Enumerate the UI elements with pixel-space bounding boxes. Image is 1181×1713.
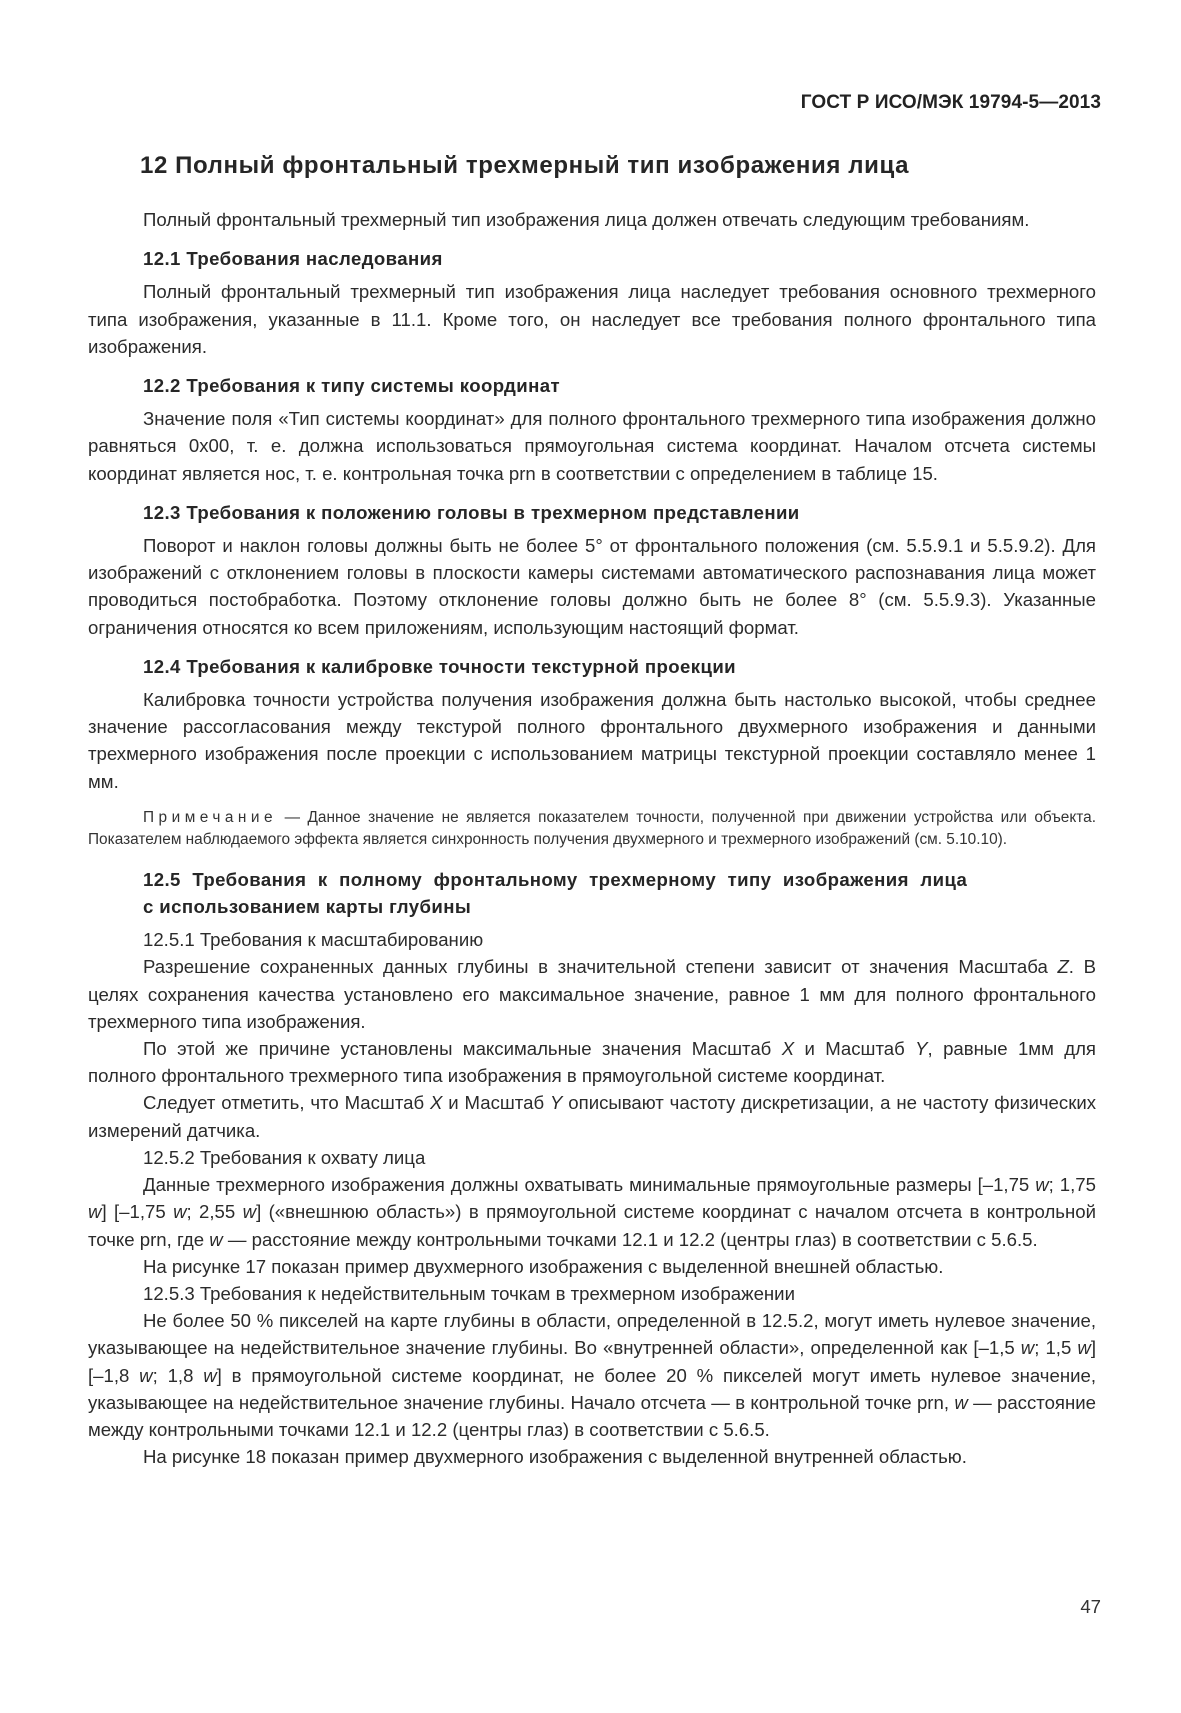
text-run: ; 1,5: [1034, 1337, 1078, 1359]
subsection-12-5-title: [143, 866, 1026, 920]
italic-var: w: [209, 1228, 223, 1250]
subsection-12-2-text: Значение поля «Тип системы координат» для полного фронтального трехмерного типа изображения должно равняться 0x00, т. е. должна использоваться прямоугольная система координат. Началом отсчета системы координат является нос, т. е. контрольная точка prn в соответствии с определением в таблице 15.: [88, 408, 1096, 484]
clause-12-5-1-paragraph-1: [88, 953, 1096, 1035]
text-run: и Масштаб: [794, 1038, 916, 1060]
page-number: 47: [1080, 1596, 1101, 1617]
subsection-12-3-text: Поворот и наклон головы должны быть не более 5° от фронтального положения (см. 5.5.9.1 и 5.5.9.2). Для изображений с отклонением головы в плоскости камеры системами автоматического распознавания лица может проводиться постобработка. Поэтому отклонение головы должно быть не более 8° (см. 5.5.9.3). Указанные ограничения относятся ко всем приложениям, использующим настоящий формат.: [88, 535, 1096, 638]
italic-var: w: [954, 1391, 968, 1413]
text-run: Следует отметить, что Масштаб: [143, 1092, 431, 1114]
document-header: ГОСТ Р ИСО/МЭК 19794-5—2013: [800, 92, 1101, 113]
text-run: ] («внешнюю область») в прямоугольной системе координат с началом отсчета в контрольной точке prn, где: [88, 1201, 1096, 1250]
italic-var: w: [139, 1364, 153, 1386]
subsection-12-4-text: Калибровка точности устройства получения изображения должна быть настолько высокой, чтобы среднее значение рассогласования между текстурой полного фронтального двухмерного изображения и данными трехмерного изображения после проекции с использованием матрицы текстурной проекции составляло менее 1 мм.: [88, 689, 1096, 792]
text-run: ] в прямоугольной системе координат, не более 20 % пикселей могут иметь нулевое значение, указывающее на недействительное значение глубины. Начало отсчета — в контрольной точке prn,: [88, 1364, 1096, 1413]
text-run: — расстояние между контрольными точками 12.1 и 12.2 (центры глаз) в соответствии с 5.6.5.: [88, 1391, 1096, 1440]
italic-var: w: [1020, 1337, 1035, 1359]
page-content: [88, 150, 1096, 1470]
italic-var: w: [173, 1201, 187, 1223]
italic-var: w: [242, 1201, 257, 1223]
clause-12-5-2-paragraph-1: [88, 1171, 1096, 1253]
intro-paragraph: Полный фронтальный трехмерный тип изображения лица должен отвечать следующим требованиям.: [143, 209, 1030, 230]
subsection-12-4-title: 12.4 Требования к калибровке точности текстурной проекции: [143, 655, 736, 677]
text-run: ; 1,75: [1048, 1174, 1096, 1196]
note-text: — Данное значение не является показателем точности, полученной при движении устройства или объекта. Показателем наблюдаемого эффекта является синхронность получения двухмерного и трехмерного изображений (см. 5.10.10).: [88, 808, 1096, 849]
clause-12-5-1-title: 12.5.1 Требования к масштабированию: [143, 929, 484, 951]
text-run: , равные 1мм для полного фронтального трехмерного типа изображения в прямоугольной системе координат.: [88, 1038, 1097, 1087]
italic-var: Z: [1057, 956, 1069, 978]
clause-12-5-1-paragraph-2: [88, 1035, 1096, 1089]
italic-var: w: [203, 1364, 217, 1386]
note-label: Примечание: [143, 808, 278, 826]
italic-var: X: [430, 1092, 443, 1114]
subsection-12-3-title: 12.3 Требования к положению головы в трехмерном представлении: [143, 501, 800, 523]
subsection-12-5-title-line1: 12.5 Требования к полному фронтальному трехмерному типу изображения лица: [143, 868, 968, 890]
subsection-12-1-title: 12.1 Требования наследования: [143, 248, 443, 270]
subsection-12-5-title-line2: с использованием карты глубины: [143, 896, 472, 918]
section-title: 12 Полный фронтальный трехмерный тип изображения лица: [140, 152, 910, 179]
clause-12-5-3-title: 12.5.3 Требования к недействительным точкам в трехмерном изображении: [143, 1282, 795, 1304]
text-run: Разрешение сохраненных данных глубины в значительной степени зависит от значения Масштаба: [143, 956, 1058, 978]
text-run: ] [–1,75: [101, 1201, 174, 1223]
text-run: ; 1,8: [152, 1364, 204, 1386]
text-run: описывают частоту дискретизации, а не частоту физических измерений датчика.: [88, 1092, 1097, 1141]
clause-12-5-2-paragraph-2: На рисунке 17 показан пример двухмерного изображения с выделенной внешней областью.: [143, 1255, 944, 1277]
italic-var: w: [88, 1201, 102, 1223]
clause-12-5-3-paragraph-2: На рисунке 18 показан пример двухмерного изображения с выделенной внутренней областью.: [143, 1446, 967, 1468]
clause-12-5-3-paragraph-1: [88, 1307, 1096, 1443]
note-paragraph: [88, 807, 1096, 852]
italic-var: Y: [915, 1038, 928, 1060]
clause-12-5-2-title: 12.5.2 Требования к охвату лица: [143, 1146, 426, 1168]
text-run: ; 2,55: [186, 1201, 243, 1223]
clause-12-5-1-paragraph-3: [88, 1089, 1096, 1143]
text-run: Данные трехмерного изображения должны охватывать минимальные прямоугольные размеры [–1,75: [143, 1174, 1036, 1196]
text-run: По этой же причине установлены максимальные значения Масштаб: [143, 1038, 782, 1060]
text-run: и Масштаб: [442, 1092, 550, 1114]
text-run: . В целях сохранения качества установлено его максимальное значение, равное 1 мм для полного фронтального трехмерного типа изображения.: [88, 956, 1096, 1032]
text-run: ] [–1,8: [88, 1337, 1096, 1386]
subsection-12-1-text: Полный фронтальный трехмерный тип изображения лица наследует требования основного трехмерного типа изображения, указанные в 11.1. Кроме того, он наследует все требования полного фронтального типа изображения.: [88, 281, 1096, 357]
italic-var: X: [781, 1038, 795, 1060]
italic-var: w: [1077, 1337, 1091, 1359]
text-run: — расстояние между контрольными точками 12.1 и 12.2 (центры глаз) в соответствии с 5.6.5.: [222, 1228, 1038, 1250]
italic-var: w: [1035, 1174, 1049, 1196]
text-run: Не более 50 % пикселей на карте глубины в области, определенной в 12.5.2, могут иметь нулевое значение, указывающее на недействительное значение глубины. Во «внутренней области», определенной как [–1,5: [88, 1310, 1096, 1359]
subsection-12-2-title: 12.2 Требования к типу системы координат: [143, 375, 560, 397]
italic-var: Y: [550, 1092, 563, 1114]
